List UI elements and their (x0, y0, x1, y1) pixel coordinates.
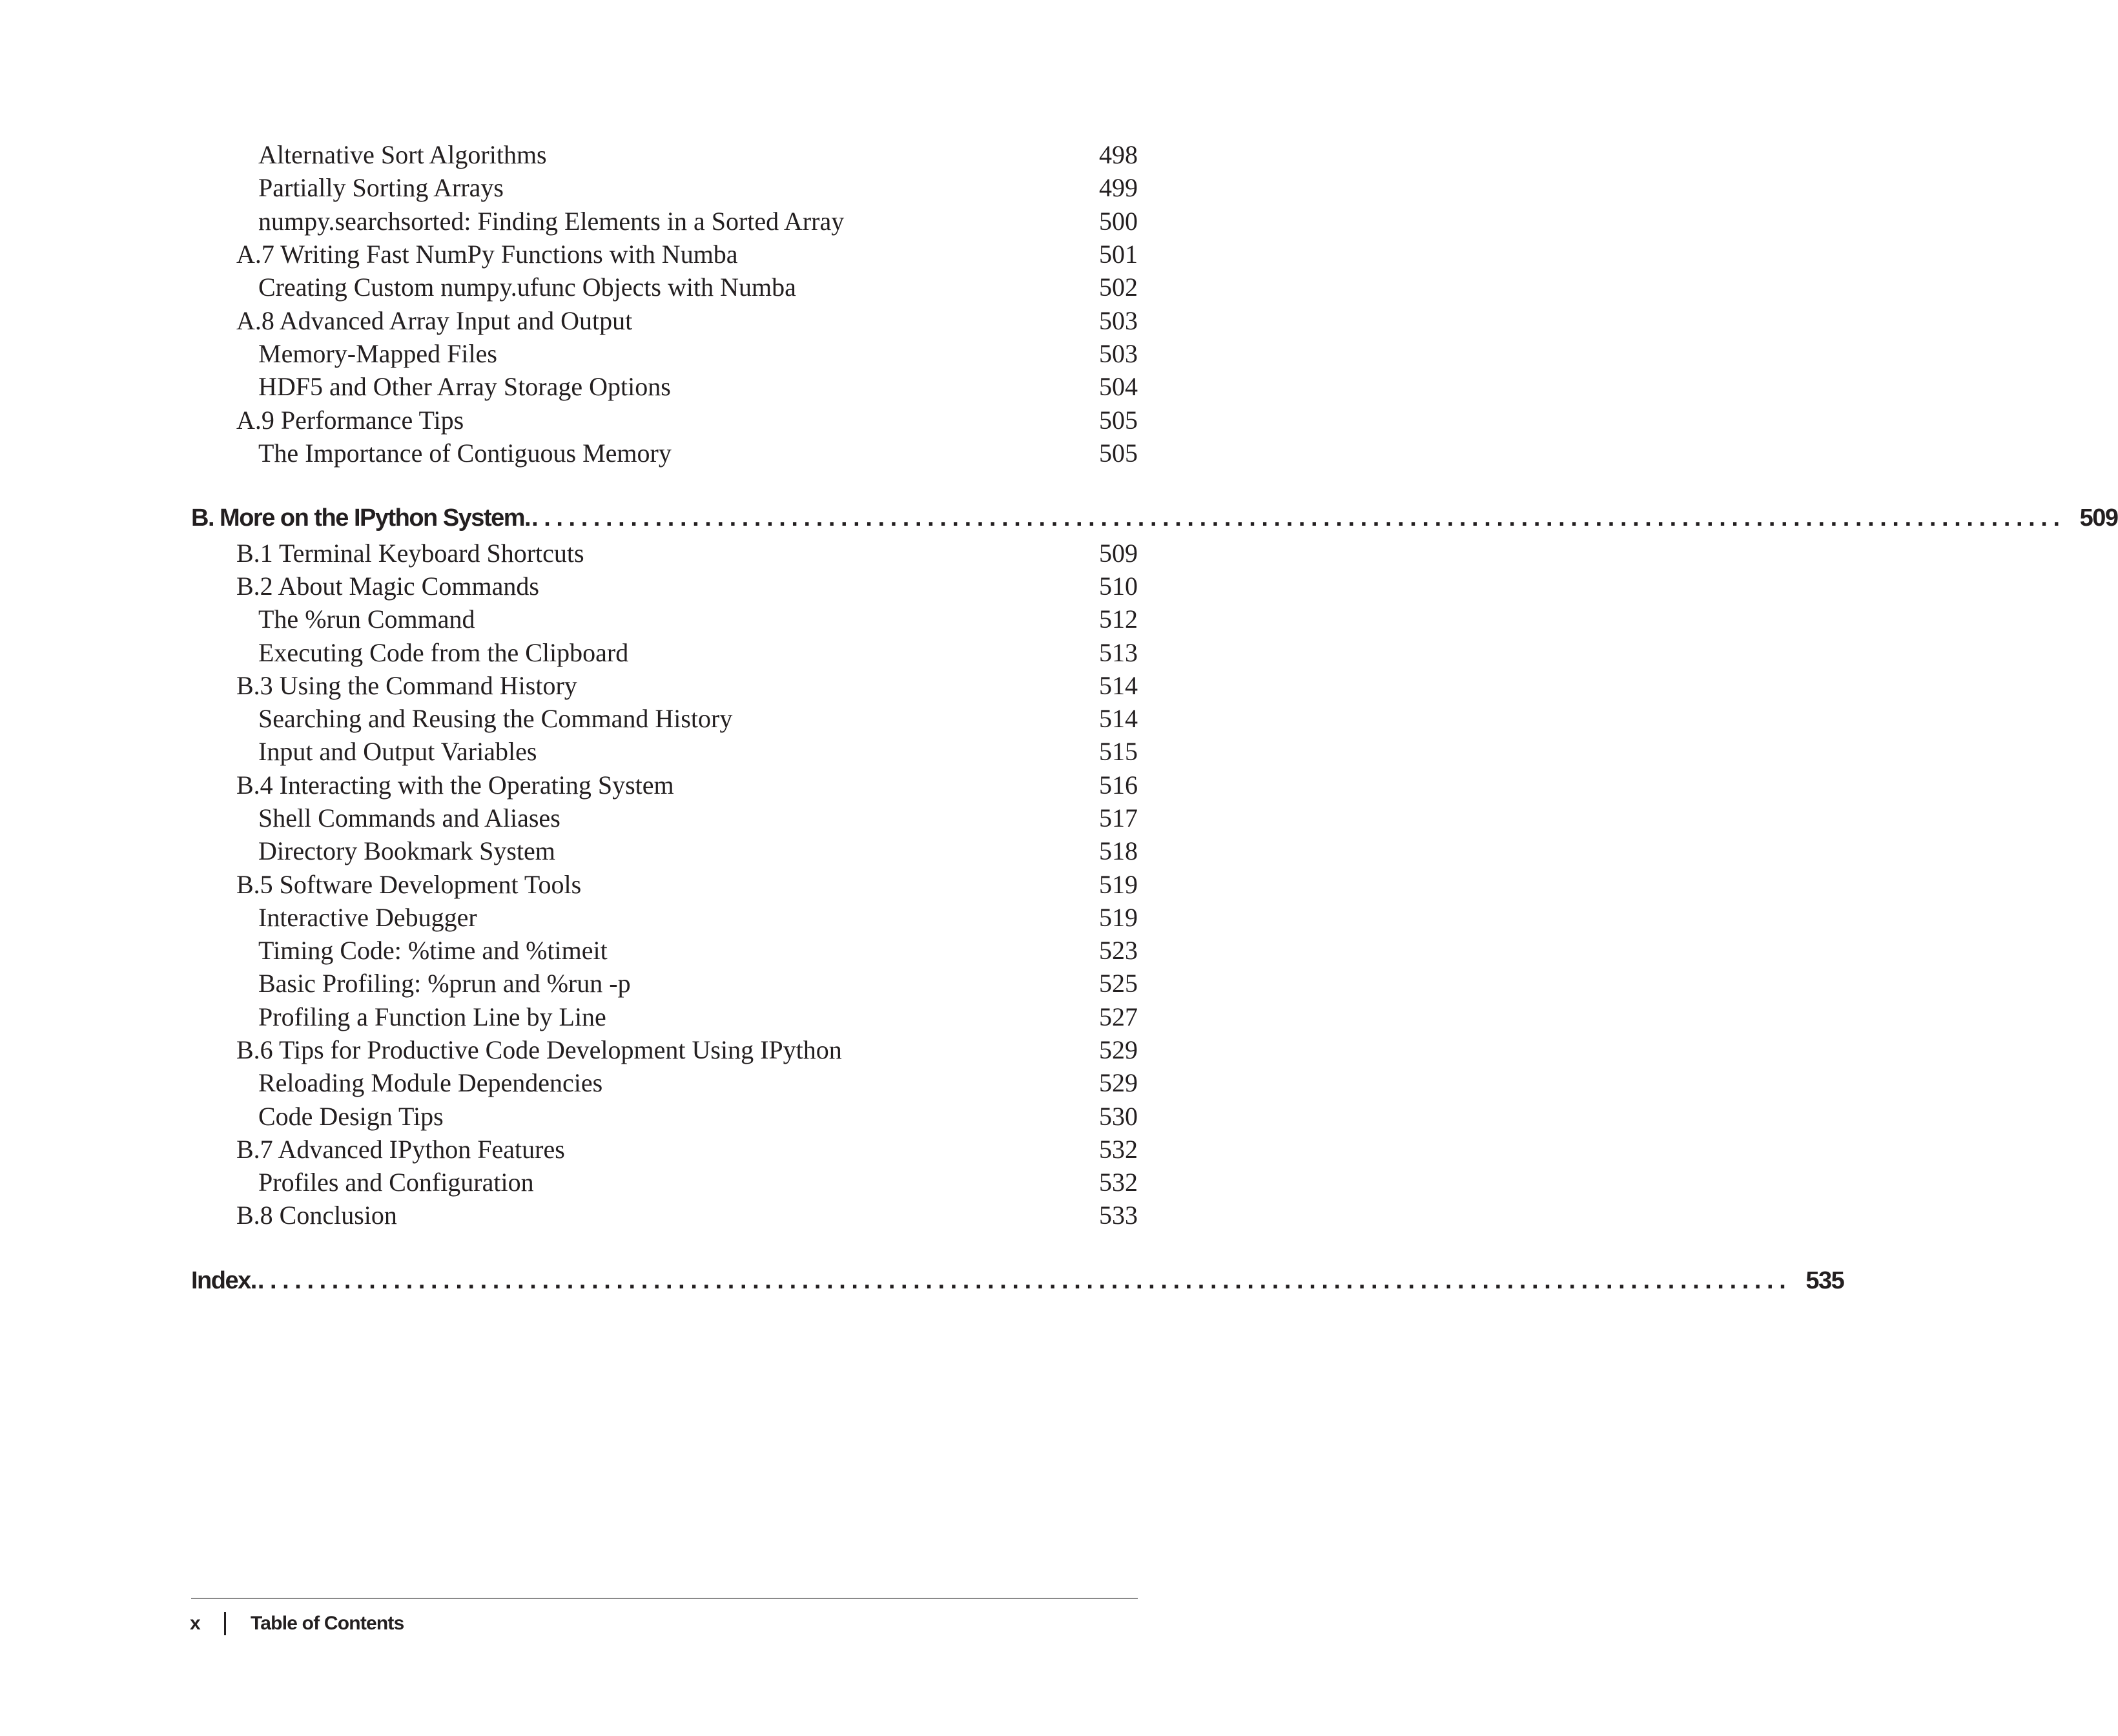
toc-entry[interactable] (0, 901, 1322, 935)
toc-entry-page: 499 (1099, 173, 1138, 202)
toc-entry[interactable] (0, 934, 1322, 967)
toc-entry-title: Executing Code from the Clipboard (258, 638, 629, 667)
toc-entry[interactable] (0, 801, 1322, 835)
toc-entry-page: 509 (1099, 539, 1138, 568)
toc-entry-title: Directory Bookmark System (258, 836, 555, 865)
toc-entry[interactable] (0, 271, 1322, 304)
toc-entry-title: Memory-Mapped Files (258, 339, 497, 368)
toc-entry-page: 500 (1099, 207, 1138, 236)
toc-entry[interactable] (0, 769, 1322, 802)
toc-entry[interactable] (0, 735, 1322, 769)
toc-entry-title: Input and Output Variables (258, 737, 537, 766)
toc-entry-title: B.7 Advanced IPython Features (236, 1135, 565, 1164)
toc-entry-title: A.7 Writing Fast NumPy Functions with Numba (236, 240, 738, 269)
toc-entry[interactable] (0, 238, 1322, 271)
toc-entry-page: 505 (1099, 406, 1138, 435)
toc-entry-title: Partially Sorting Arrays (258, 173, 504, 202)
toc-chapter-title: Index. (191, 1267, 256, 1294)
toc-entry-page: 532 (1099, 1168, 1138, 1197)
toc-entry[interactable] (0, 304, 1322, 338)
toc-chapter-line (191, 500, 2118, 536)
toc-entry-title: Profiling a Function Line by Line (258, 1002, 606, 1031)
toc-entry[interactable] (0, 205, 1322, 238)
toc-entry-title: Basic Profiling: %prun and %run -p (258, 969, 631, 998)
toc-entry-page: 519 (1099, 870, 1138, 899)
toc-entry-title: The Importance of Contiguous Memory (258, 439, 672, 468)
toc-entry-page: 529 (1099, 1068, 1138, 1097)
toc-entry-title: A.8 Advanced Array Input and Output (236, 306, 633, 335)
toc-entry-title: B.1 Terminal Keyboard Shortcuts (236, 539, 584, 568)
toc-entry-page: 519 (1099, 903, 1138, 932)
toc-entry-title: HDF5 and Other Array Storage Options (258, 372, 671, 401)
toc-entry-page: 523 (1099, 936, 1138, 965)
toc-entry-page: 501 (1099, 240, 1138, 269)
dot-leader: ............................................................................................................................ (531, 504, 2066, 532)
toc-entry[interactable] (0, 636, 1322, 670)
toc-entry-page: 510 (1099, 572, 1138, 601)
toc-entry-page: 533 (1099, 1201, 1138, 1230)
toc-entry-page: 515 (1099, 737, 1138, 766)
toc-entry[interactable] (0, 370, 1322, 404)
toc-entry-title: Profiles and Configuration (258, 1168, 534, 1197)
toc-entry-title: The %run Command (258, 604, 475, 634)
toc-entry-title: Alternative Sort Algorithms (258, 140, 547, 169)
toc-entry-page: 527 (1099, 1002, 1138, 1031)
toc-chapter-line (191, 1263, 1844, 1299)
toc-entry-title: Code Design Tips (258, 1102, 444, 1131)
running-title: Table of Contents (251, 1613, 404, 1634)
page-footer (0, 1608, 1322, 1639)
toc-entry[interactable] (0, 437, 1322, 470)
toc-entry-page: 529 (1099, 1035, 1138, 1064)
toc-entry-title: Creating Custom numpy.ufunc Objects with Numba (258, 273, 796, 302)
toc-entry[interactable] (0, 1199, 1322, 1232)
toc-entry-title: B.2 About Magic Commands (236, 572, 539, 601)
toc-entry[interactable] (0, 537, 1322, 570)
toc-entry[interactable] (0, 337, 1322, 371)
toc-entry[interactable] (0, 834, 1322, 868)
toc-entry[interactable] (0, 404, 1322, 437)
toc-entry-page: 504 (1099, 372, 1138, 401)
toc-entry-page: 518 (1099, 836, 1138, 865)
toc-entry-title: B.6 Tips for Productive Code Development Using IPython (236, 1035, 842, 1064)
toc-entry[interactable] (0, 1133, 1322, 1166)
toc-entry-page: 514 (1099, 671, 1138, 700)
toc-entry[interactable] (0, 1100, 1322, 1133)
toc-entry-page: 525 (1099, 969, 1138, 998)
toc-entry-page: 503 (1099, 339, 1138, 368)
toc-entry-page: 502 (1099, 273, 1138, 302)
toc-entry[interactable] (0, 868, 1322, 902)
toc-entry-page: 530 (1099, 1102, 1138, 1131)
toc-entry[interactable] (0, 603, 1322, 636)
toc-entry-title: Interactive Debugger (258, 903, 477, 932)
toc-entry-title: Reloading Module Dependencies (258, 1068, 603, 1097)
toc-chapter-page: 509 (2079, 504, 2118, 532)
toc-entry-title: B.8 Conclusion (236, 1201, 397, 1230)
toc-chapter-title: B. More on the IPython System. (191, 504, 531, 532)
toc-entry[interactable] (0, 1166, 1322, 1199)
toc-entry-title: A.9 Performance Tips (236, 406, 464, 435)
footer-separator (224, 1612, 226, 1635)
toc-entry-page: 517 (1099, 803, 1138, 832)
footer-rule (191, 1598, 1138, 1599)
toc-entry-page: 513 (1099, 638, 1138, 667)
toc-entry-title: numpy.searchsorted: Finding Elements in a Sorted Array (258, 207, 845, 236)
toc-entry[interactable] (0, 570, 1322, 603)
toc-entry-title: Searching and Reusing the Command History (258, 704, 733, 733)
toc-entry-page: 514 (1099, 704, 1138, 733)
toc-entry-title: B.3 Using the Command History (236, 671, 577, 700)
toc-entry[interactable] (0, 669, 1322, 703)
toc-entry-title: Timing Code: %time and %timeit (258, 936, 608, 965)
toc-entry-title: Shell Commands and Aliases (258, 803, 560, 832)
page-number: x (190, 1613, 200, 1634)
toc-entry-title: B.5 Software Development Tools (236, 870, 582, 899)
toc-entry[interactable] (0, 1033, 1322, 1067)
toc-chapter-page: 535 (1805, 1267, 1844, 1294)
toc-entry-page: 503 (1099, 306, 1138, 335)
toc-entry-page: 505 (1099, 439, 1138, 468)
toc-entry[interactable] (0, 171, 1322, 205)
toc-entry[interactable] (0, 1000, 1322, 1034)
toc-entry-page: 516 (1099, 770, 1138, 800)
toc-entry-page: 498 (1099, 140, 1138, 169)
toc-entry[interactable] (0, 702, 1322, 736)
toc-entry[interactable] (0, 1066, 1322, 1100)
toc-chapter-entry[interactable] (0, 500, 2118, 536)
toc-entry[interactable] (0, 967, 1322, 1000)
toc-chapter-entry[interactable] (0, 1263, 1844, 1299)
toc-entry-page: 532 (1099, 1135, 1138, 1164)
toc-entry[interactable] (0, 138, 1322, 172)
toc-entry-page: 512 (1099, 604, 1138, 634)
toc-entry-title: B.4 Interacting with the Operating System (236, 770, 674, 800)
dot-leader: ............................................................................................................................ (257, 1267, 1792, 1294)
